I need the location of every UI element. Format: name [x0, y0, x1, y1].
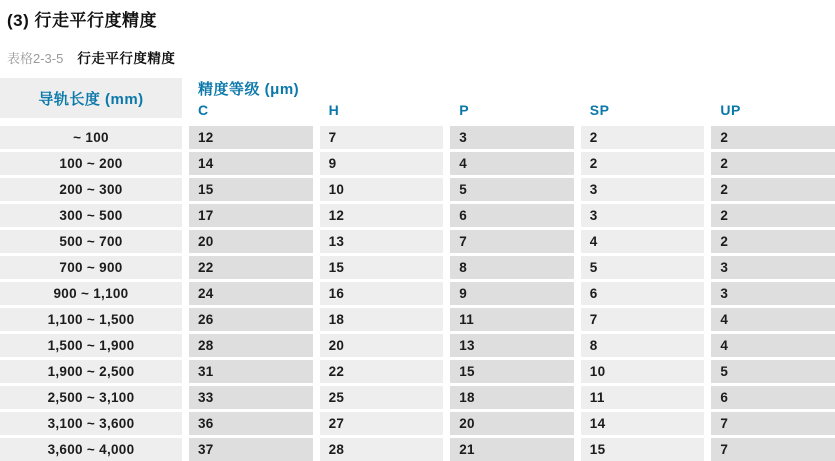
value-cell: 21: [450, 438, 574, 461]
value-cell: 3: [711, 282, 835, 305]
value-cell: 7: [711, 438, 835, 461]
value-cell: 36: [189, 412, 313, 435]
value-cell: 5: [450, 178, 574, 201]
value-cell: 2: [581, 126, 705, 149]
value-cell: 5: [581, 256, 705, 279]
value-cell: 14: [189, 152, 313, 175]
table-body: [0, 126, 835, 461]
rail-length-cell: 700 ~ 900: [0, 256, 182, 279]
value-cell: 4: [450, 152, 574, 175]
value-cell: 22: [189, 256, 313, 279]
value-cell: 10: [581, 360, 705, 383]
value-cell: 2: [711, 126, 835, 149]
value-cell: 6: [581, 282, 705, 305]
value-cell: 15: [581, 438, 705, 461]
value-cell: 2: [711, 204, 835, 227]
value-cell: 4: [711, 308, 835, 331]
column-header-sp: SP: [589, 102, 610, 118]
value-cell: 4: [581, 230, 705, 253]
value-cell: 2: [711, 178, 835, 201]
accuracy-table: [0, 78, 835, 461]
table-number-label: 表格2-3-5: [7, 51, 64, 66]
value-cell: 2: [711, 152, 835, 175]
value-cell: 25: [320, 386, 444, 409]
column-header-p: P: [459, 102, 470, 118]
value-cell: 15: [189, 178, 313, 201]
value-cell: 14: [581, 412, 705, 435]
page-title: (3) 行走平行度精度: [7, 11, 157, 30]
column-header-c: C: [198, 102, 209, 118]
value-cell: 3: [711, 256, 835, 279]
rail-length-cell: 200 ~ 300: [0, 178, 182, 201]
rail-length-cell: ~ 100: [0, 126, 182, 149]
value-cell: 13: [320, 230, 444, 253]
value-cell: 11: [581, 386, 705, 409]
value-cell: 26: [189, 308, 313, 331]
value-cell: 7: [450, 230, 574, 253]
value-cell: 24: [189, 282, 313, 305]
value-cell: 37: [189, 438, 313, 461]
value-cell: 12: [320, 204, 444, 227]
value-cell: 22: [320, 360, 444, 383]
table-header: [0, 78, 835, 118]
value-cell: 16: [320, 282, 444, 305]
value-cell: 2: [581, 152, 705, 175]
rail-length-cell: 500 ~ 700: [0, 230, 182, 253]
value-cell: 8: [581, 334, 705, 357]
rail-length-cell: 300 ~ 500: [0, 204, 182, 227]
value-cell: 28: [320, 438, 444, 461]
value-cell: 6: [711, 386, 835, 409]
table-caption: [7, 47, 835, 67]
rail-length-cell: 900 ~ 1,100: [0, 282, 182, 305]
value-cell: 20: [450, 412, 574, 435]
value-cell: 11: [450, 308, 574, 331]
value-cell: 3: [581, 204, 705, 227]
rail-length-cell: 3,100 ~ 3,600: [0, 412, 182, 435]
value-cell: 7: [711, 412, 835, 435]
rail-length-cell: 2,500 ~ 3,100: [0, 386, 182, 409]
rail-length-cell: 100 ~ 200: [0, 152, 182, 175]
value-cell: 9: [320, 152, 444, 175]
value-cell: 31: [189, 360, 313, 383]
rail-length-header: 导轨长度 (mm): [0, 78, 182, 118]
column-header-h: H: [328, 102, 340, 118]
value-cell: 3: [581, 178, 705, 201]
value-cell: 7: [581, 308, 705, 331]
table-caption-text: 行走平行度精度: [77, 51, 176, 66]
value-cell: 18: [320, 308, 444, 331]
value-cell: 12: [189, 126, 313, 149]
value-cell: 15: [320, 256, 444, 279]
value-cell: 17: [189, 204, 313, 227]
value-cell: 4: [711, 334, 835, 357]
accuracy-grade-group-header: 精度等级 (μm): [198, 81, 300, 98]
value-cell: 15: [450, 360, 574, 383]
value-cell: 8: [450, 256, 574, 279]
value-cell: 7: [320, 126, 444, 149]
value-cell: 18: [450, 386, 574, 409]
value-cell: 10: [320, 178, 444, 201]
rail-length-cell: 1,900 ~ 2,500: [0, 360, 182, 383]
value-cell: 28: [189, 334, 313, 357]
rail-length-cell: 1,100 ~ 1,500: [0, 308, 182, 331]
value-cell: 33: [189, 386, 313, 409]
value-cell: 20: [320, 334, 444, 357]
value-cell: 20: [189, 230, 313, 253]
value-cell: 27: [320, 412, 444, 435]
value-cell: 9: [450, 282, 574, 305]
value-cell: 2: [711, 230, 835, 253]
value-cell: 13: [450, 334, 574, 357]
rail-length-cell: 3,600 ~ 4,000: [0, 438, 182, 461]
value-cell: 3: [450, 126, 574, 149]
value-cell: 5: [711, 360, 835, 383]
rail-length-cell: 1,500 ~ 1,900: [0, 334, 182, 357]
column-header-up: UP: [720, 102, 741, 118]
value-cell: 6: [450, 204, 574, 227]
